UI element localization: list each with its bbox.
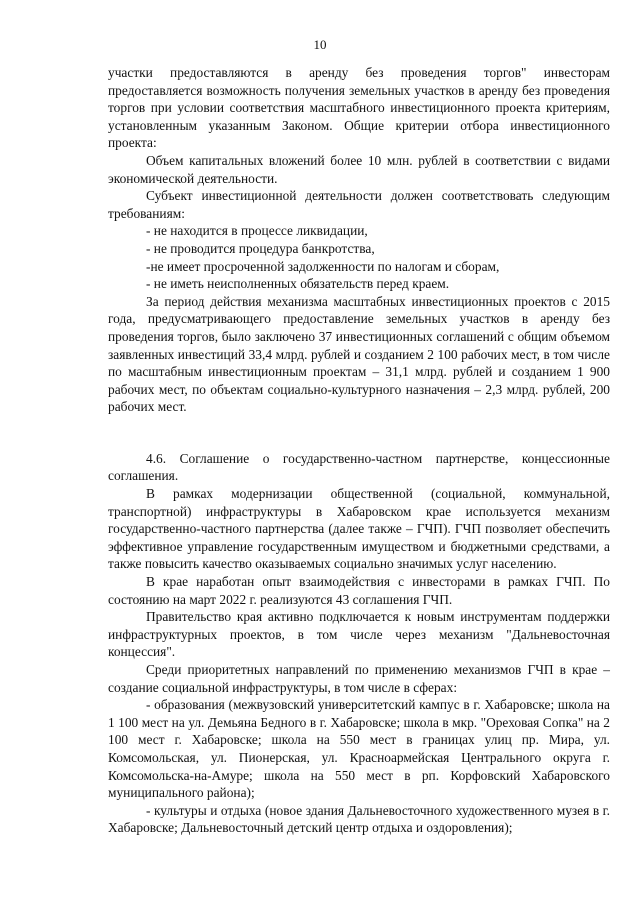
list-item: - не иметь неисполненных обязательств перед краем. [146, 276, 450, 292]
paragraph-subject: Субъект инвестиционной деятельности должен соответствовать следующим требованиям: [108, 188, 610, 221]
list-item-education: - образования (межвузовский университетский кампус в г. Хабаровске; школа на 1 100 мест на ул. Демьяна Бедного в г. Хабаровске; школа в мкр. "Ореховая Сопка" на 2 100 мест г. Хабаровске; школа на 550 мест в границах улиц пр. Мира, ул. Комсомольская, ул. Пионерская, ул. Красноармейская Центрального округа г. Комсомольска-на-Амуре; школа на 550 мест в рп. Корфовский Хабаровского муниципального района); [108, 697, 610, 801]
page-number: 10 [313, 37, 327, 52]
document-body [108, 64, 610, 837]
paragraph-continuation: участки предоставляются в аренду без проведения торгов" инвесторам предоставляется возможность получения земельных участков в аренду без проведения торгов при условии соответствия масштабного инвестиционного проекта критериям, установленным указанным Законом. Общие критерии отбора инвестиционного проекта: [108, 65, 610, 151]
paragraph-priorities: Среди приоритетных направлений по применению механизмов ГЧП в крае – создание социальной инфраструктуры, в том числе в сферах: [108, 662, 610, 695]
list-item-culture: - культуры и отдыха (новое здания Дальневосточного художественного музея в г. Хабаровске; Дальневосточный детский центр отдыха и оздоровления); [108, 802, 610, 836]
list-item: -не имеет просроченной задолженности по налогам и сборам, [146, 258, 500, 274]
paragraph-period: За период действия механизма масштабных инвестиционных проектов с 2015 года, предусматривающего предоставление земельных участков в аренду без проведения торгов, было заключено 37 инвестиционных соглашений с общим объемом заявленных инвестиций 33,4 млрд. рублей и созданием 2 100 рабочих мест, в том числе по масштабным инвестиционным проектам – 31,1 млрд. рублей и созданием 1 900 рабочих мест, по объектам социально-культурного назначения – 2,3 млрд. рублей, 200 рабочих мест. [108, 293, 610, 415]
paragraph-criteria: Объем капитальных вложений более 10 млн. рублей в соответствии с видами экономической деятельности. [108, 152, 610, 186]
list-item: - не проводится процедура банкротства, [146, 240, 375, 256]
paragraph-government: Правительство края активно подключается к новым инструментам поддержки инфраструктурных проектов, в том числе через механизм "Дальневосточная концессия". [108, 609, 610, 660]
list-item: - не находится в процессе ликвидации, [146, 223, 368, 239]
paragraph-modernization: В рамках модернизации общественной (социальной, коммунальной, транспортной) инфраструктуры в Хабаровском крае используется механизм государственно-частного партнерства (далее также – ГЧП). ГЧП позволяет обеспечить эффективное управление государственным имуществом и бюджетными средствами, а также повысить качество оказываемых социально значимых услуг населению. [108, 486, 610, 572]
section-heading: 4.6. Соглашение о государственно-частном партнерстве, концессионные соглашения. [108, 450, 610, 484]
paragraph-experience: В крае наработан опыт взаимодействия с инвесторами в рамках ГЧП. По состоянию на март 2022 г. реализуются 43 соглашения ГЧП. [108, 574, 610, 607]
